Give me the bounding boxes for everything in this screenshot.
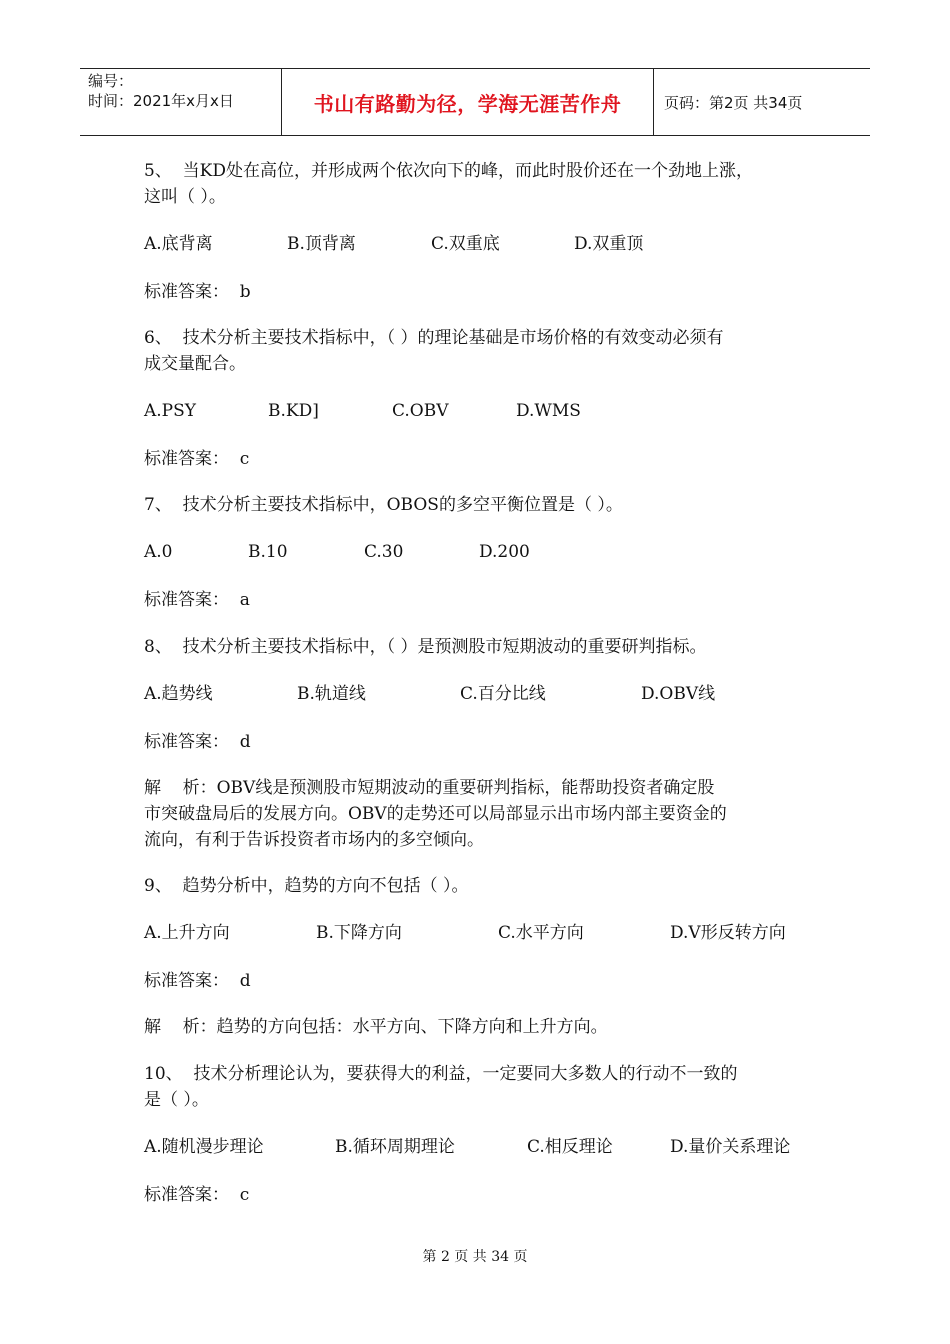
q9-option-c: C.水平方向 <box>498 923 584 943</box>
question-10-line-2: 是（ ）。 <box>144 1090 209 1110</box>
q10-option-c: C.相反理论 <box>527 1137 613 1157</box>
question-6-line-1: 6、 技术分析主要技术指标中，（ ）的理论基础是市场价格的有效变动必须有 <box>144 328 724 348</box>
q5-option-b: B.顶背离 <box>287 234 356 254</box>
question-6-line-2: 成交量配合。 <box>144 354 246 374</box>
q8-option-d: D.OBV线 <box>641 684 716 704</box>
question-5-line-1: 5、 当KD处在高位，并形成两个依次向下的峰，而此时股价还在一个劲地上涨， <box>144 161 753 181</box>
serial-label: 编号： <box>88 72 134 90</box>
q8-analysis-line-2: 市突破盘局后的发展方向。OBV的走势还可以局部显示出市场内部主要资金的 <box>144 804 727 824</box>
q8-option-c: C.百分比线 <box>460 684 546 704</box>
question-5-line-2: 这叫（ ）。 <box>144 187 226 207</box>
q7-option-b: B.10 <box>248 542 288 562</box>
q10-answer: 标准答案： c <box>144 1185 250 1205</box>
q10-option-b: B.循环周期理论 <box>335 1137 455 1157</box>
q6-option-b: B.KD] <box>268 401 319 421</box>
question-9-line-1: 9、 趋势分析中，趋势的方向不包括（ ）。 <box>144 876 469 896</box>
question-10-line-1: 10、 技术分析理论认为，要获得大的利益，一定要同大多数人的行动不一致的 <box>144 1064 738 1084</box>
q5-option-d: D.双重顶 <box>574 234 644 254</box>
page-footer: 第 2 页 共 34 页 <box>422 1249 528 1265</box>
q8-answer: 标准答案： d <box>144 732 251 752</box>
time-label: 时间：2021年x月x日 <box>88 92 234 110</box>
q5-option-a: A.底背离 <box>144 234 213 254</box>
q6-option-a: A.PSY <box>144 401 196 421</box>
q8-analysis-line-3: 流向，有利于告诉投资者市场内的多空倾向。 <box>144 830 484 850</box>
q7-answer: 标准答案： a <box>144 590 250 610</box>
q9-analysis-line-1: 解 析：趋势的方向包括：水平方向、下降方向和上升方向。 <box>144 1017 608 1037</box>
q6-option-d: D.WMS <box>516 401 581 421</box>
q7-option-d: D.200 <box>479 542 530 562</box>
header-meta <box>80 69 282 135</box>
page-header <box>80 68 870 136</box>
question-7-line-1: 7、 技术分析主要技术指标中，OBOS的多空平衡位置是（ ）。 <box>144 495 623 515</box>
q9-option-d: D.V形反转方向 <box>670 923 786 943</box>
q10-option-a: A.随机漫步理论 <box>144 1137 264 1157</box>
q8-analysis-line-1: 解 析：OBV线是预测股市短期波动的重要研判指标，能帮助投资者确定股 <box>144 778 715 798</box>
q7-option-a: A.0 <box>144 542 173 562</box>
q5-answer: 标准答案： b <box>144 282 251 302</box>
q8-option-b: B.轨道线 <box>297 684 366 704</box>
page-info: 页码：第2页 共34页 <box>664 93 803 112</box>
header-page-cell <box>654 69 870 135</box>
header-motto-cell <box>282 69 654 135</box>
q7-option-c: C.30 <box>364 542 404 562</box>
question-8-line-1: 8、 技术分析主要技术指标中，（ ）是预测股市短期波动的重要研判指标。 <box>144 637 707 657</box>
q9-answer: 标准答案： d <box>144 971 251 991</box>
q6-answer: 标准答案： c <box>144 449 250 469</box>
q6-option-c: C.OBV <box>392 401 449 421</box>
q8-option-a: A.趋势线 <box>144 684 213 704</box>
motto: 书山有路勤为径，学海无涯苦作舟 <box>313 91 622 116</box>
q9-option-a: A.上升方向 <box>144 923 230 943</box>
q10-option-d: D.量价关系理论 <box>670 1137 791 1157</box>
q9-option-b: B.下降方向 <box>316 923 402 943</box>
q5-option-c: C.双重底 <box>431 234 500 254</box>
